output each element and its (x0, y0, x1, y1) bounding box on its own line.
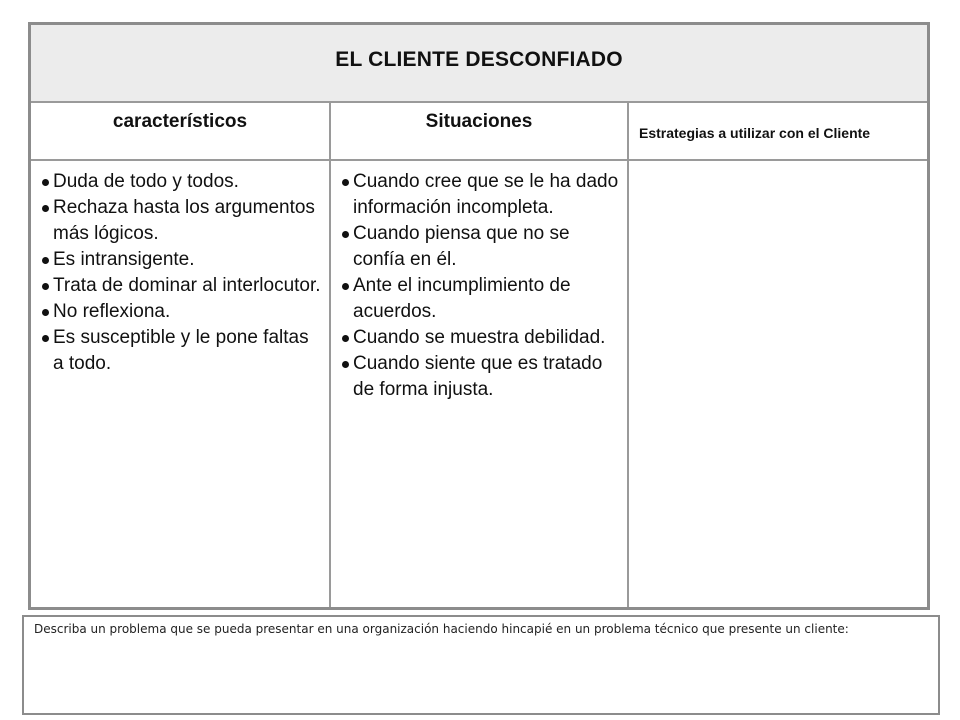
list-item: Cuando siente que es tratado de forma injusta. (341, 351, 621, 403)
header-situations (331, 103, 627, 159)
strategies-cell[interactable] (629, 161, 927, 607)
header-characteristics (31, 103, 329, 159)
list-item: Duda de todo y todos. (41, 169, 323, 195)
characteristics-cell (31, 161, 329, 607)
list-item: Es susceptible y le pone faltas a todo. (41, 325, 323, 377)
characteristics-list (41, 169, 323, 377)
header-strategies-label: Estrategias a utilizar con el Cliente (639, 125, 871, 141)
list-item: Ante el incumplimiento de acuerdos. (341, 273, 621, 325)
situations-cell (331, 161, 627, 607)
table-title-row (31, 25, 927, 103)
header-characteristics-label: característicos (112, 111, 248, 132)
header-strategies (629, 103, 927, 159)
situations-list (341, 169, 621, 403)
list-item: Cuando piensa que no se confía en él. (341, 221, 621, 273)
problem-prompt: Describa un problema que se pueda presentar en una organización haciendo hincapié en un problema técnico que presente un cliente: (34, 622, 849, 636)
table-header-row (31, 103, 927, 161)
list-item: Cuando se muestra debilidad. (341, 325, 621, 351)
list-item: Cuando cree que se le ha dado información incompleta. (341, 169, 621, 221)
problem-answer-box[interactable] (22, 615, 940, 715)
list-item: Trata de dominar al interlocutor. (41, 273, 323, 299)
table-title: EL CLIENTE DESCONFIADO (335, 48, 623, 71)
list-item: Es intransigente. (41, 247, 323, 273)
list-item: No reflexiona. (41, 299, 323, 325)
header-situations-label: Situaciones (425, 111, 533, 132)
client-profile-table (28, 22, 930, 610)
list-item: Rechaza hasta los argumentos más lógicos. (41, 195, 323, 247)
